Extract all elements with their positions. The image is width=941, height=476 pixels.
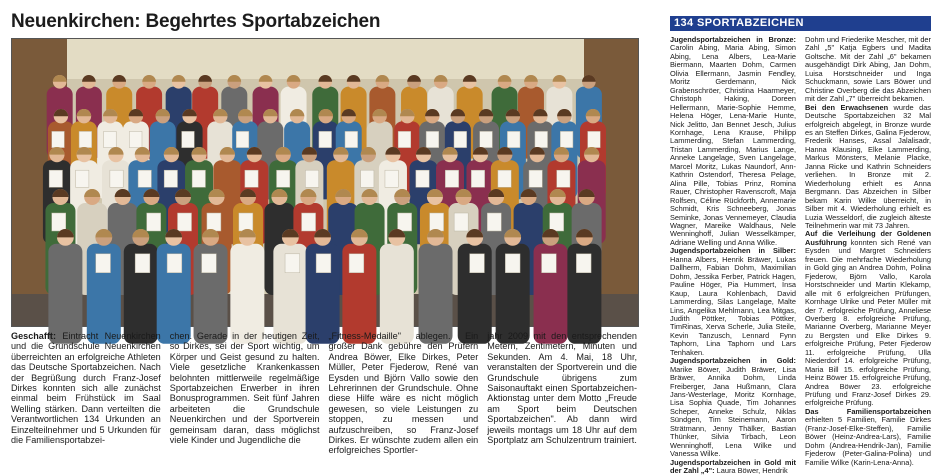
photo-person xyxy=(48,229,82,344)
article-column-3 xyxy=(329,331,479,456)
section-text: Hanna Albers, Henrik Bräwer, Lukas Dallherm, Fabian Dohm, Maximilian Dohm, Jessika Ferber, Patrick Hagen, Pauline Höger, Pia Hummert, Insa Kaup, Laura Kohlenbach, David Lammerding, Silas Langelage, Malte Lins, Angelika Mehlmann, Lea Mitgas, Judith Pöttker, Tobias Pöttker, TimRinas, Xerva Scherle, Julia Steile, Kevin Tanzusch, Lennard Fynn Taphorn, Lina Taphorn und Lars Tenhaken. xyxy=(670,254,796,357)
sidebar-section xyxy=(805,104,931,231)
section-text: konnten sich René van Eysden und Margret Schneiders freuen. Die mehrfache Wiederholung in Gold ging an Andrea Dohm, Polina Fjederow, Björn Vallo, Karola Horstschneider und Martin Klekamp, alle mit 6 erfolgreichen Prüfungen, Kornhage Ulrike und Peter Müller mit der 7. erfolgreiche Prüfung, Anneliese Overberg 8. erfolgreiche Prüfung, Marianne Overberg, Marianne Meyer zu Bergsten und Elke Dirkes 9. erfolgreiche Prüfung, Peter Fjederow 11. erfolgreiche Prüfung, Ulla Niederdorf 14. erfolgreiche Prüfung, Maria Bill 15. erfolgreiche Prüfung, Heinz Böwer 15. erfolgreiche Prüfung, Andrea Böwer 23. erfolgreiche Prüfung und Franz-Josef Dirkes 29. erfolgreiche Prüfung. xyxy=(805,237,931,408)
section-text: wurde das Deutsche Sportabzeichen 32 Mal erfolgreich abgelegt, in Bronze wurde es an Steffen Dirkes, Galina Fjederow, Frederik Hanses, Assal Jalalisadr, Hanna Klausing, Elke Lammerding, Markus Mönsters, Melanie Placke, Janna Ricke und Kathrin Schneiders verliehen. In Bronze mit 2. Wiederholung erhielt es Anna Bergmann. Das Abzeichen in Silber bekam Karin Wilke überreicht, in Silber mit 4. Wiederholung erhielt es Luzia Wesseldorf, die zugleich älteste Teilnehmerin war mit 73 Jahren. xyxy=(805,102,931,230)
photo-person xyxy=(230,229,264,344)
photo-person xyxy=(380,229,414,344)
column-text: jahr 2009 mit den entsprechenden Metern, Zentimetern, Minuten und Sekunden. Am 4. Mai, 18 Uhr, veranstalten der Sportverein und die Grundschule übrigens zum Saisonauftakt einen Sportabzeichen-Aktionstag unter dem Motto „Freude am Sport beim Deutschen Sportabzeichen". Ab dann wird jeweils montags um 18 Uhr auf dem Sportplatz am Schulzentrum trainiert. xyxy=(487,331,637,446)
section-lead: Jugendsportabzeichen in Gold: xyxy=(670,356,796,366)
photo-person xyxy=(306,229,340,344)
photo-person xyxy=(342,229,376,344)
sidebar-section xyxy=(805,230,931,408)
section-lead: Jugendsportabzeichen in Silber: xyxy=(670,246,796,256)
section-lead: Auf die Verleihung der Goldenen Ausführung xyxy=(805,229,931,247)
section-text: Marike Böwer, Judith Bräwer, Lisa Bräwer, Annika Dohm, Linda Freiberger, Jana Hußmann, Clara Jans-Westerlage, Moritz Kornhage, Lisa Sophia Quade, Tim Johannes Scheper, Anneke Schulz, Niklas Sündgen, Tim Steinemann, Aaron Strätmann, Jenny Thälker, Bastian Thünker, Silvia Tirbach, Leon Wenninghoff, Lena Wilke und Vanessa Wilke. xyxy=(670,364,796,459)
photo-person xyxy=(124,229,158,344)
section-lead: Jugendsportabzeichen in Bronze: xyxy=(670,35,796,44)
photo-person xyxy=(534,229,568,344)
photo-person xyxy=(419,229,453,344)
sidebar-column-1 xyxy=(670,35,796,476)
sidebar-section xyxy=(670,247,796,357)
photo-person xyxy=(496,229,530,344)
section-lead: Das Familiensportabzeichen xyxy=(805,406,931,416)
article-headline: Neuenkirchen: Begehrtes Sportabzeichen xyxy=(11,11,381,32)
photo-person xyxy=(273,229,307,344)
photo-person xyxy=(87,229,121,344)
article-column-4 xyxy=(487,331,637,456)
column-lead: Geschafft: xyxy=(11,331,56,341)
section-lead: Jugendsportabzeichen in Gold mit der Zahl „4": xyxy=(670,457,796,476)
column-text: Eintracht Neuenkirchen und die Grundschule Neuenkirchen überreichten an erfolgreiche Athleten das Deutsche Sportabzeichen. Nach der Begrüßung durch Franz-Josef Dirkes konnten sich alle zunächst einmal beim Frühstück im Saal Welling stärken. Dann verteilten die Verantwortlichen 134 Urkunden an Einzelteilnehmer und 5 Urkunden für die Familiensportabzei- xyxy=(11,331,161,446)
section-lead: Bei den Erwachsenen xyxy=(805,102,889,112)
sidebar-box xyxy=(670,35,931,476)
sidebar-section xyxy=(670,357,796,458)
article-body xyxy=(11,331,637,456)
sidebar-section xyxy=(805,36,931,104)
column-text: „Fitness-Medaille" ablegen. Ein großer Dank gebühre den Prüfern Andrea Böwer, Elke Dirkes, Peter Müller, Peter Fjederow, René van Eysden und Björn Vallo sowie den Lehrerinnen der Grundschule. Ohne diese Hilfe wäre es nicht möglich gewesen, so viele Leistungen zu stoppen, zu messen und aufzuschreiben, so Franz-Josef Dirkes. Er wünschte zudem allen ein erfolgreiches Sportler- xyxy=(328,331,479,456)
photo-person xyxy=(194,229,228,344)
sidebar-section xyxy=(670,459,796,476)
photo-person xyxy=(157,229,191,344)
group-photo xyxy=(11,38,639,327)
photo-person xyxy=(458,229,492,344)
sidebar-column-2 xyxy=(805,35,931,467)
article-column-2 xyxy=(170,331,320,456)
section-text: Dohm und Friederike Mescher, mit der Zahl „5" Katja Egbers und Madita Goltsche. Mit der Zahl „6" bekamen ausgehändigt Dirk Abing, Jan Dohm, Luisa Horstschneider und Inga Schuckmann, sowie Lars Böwer und Christine Overberg die das Abzeichen mit der Zahl „7" überreicht bekamen. xyxy=(805,35,931,104)
section-text: Laura Böwer, Hendrik xyxy=(714,466,788,476)
photo-person xyxy=(567,229,601,344)
section-text: erhielten 5 Familien, Familie Dirkes (Franz-Josef-Elke-Steffen), Familie Böwer (Heinz-Andrea-Lars), Familie Dohm (Andrea-Hendrik-Jan), Familie Fjederow (Peter-Galina-Polina) und Familie Wilke (Karin-Lena-Anna). xyxy=(805,415,931,467)
section-text: Carolin Abing, Maria Abing, Simon Abing, Lena Albers, Lea-Marie Biermann, Maarten Dohm, Carmen Olivia Ellermann, Jasmin Fendley, Moritz Gerdemann, Nick Grabenschröer, Christina Haarmeyer, Christoph Haking, Doreen Hellermann, Marie-Sophie Hemme, Helena Höger, Lena-Marie Hunte, Nick Jelitto, Jan Bennet Jesch, Julius Kornhage, Lena Krause, Philipp Lammerding, Stefan Lammerding, Tristan Lammerding, Marius Lange, Anneke Langelage, Sven Langelage, Marcel Moritz, Lukas Naundorf, Ann-Kathrin Ostendorf, Theresa Pelage, Alina Pille, Tobias Prinz, Romina Rauer, Christopher Ravenscroft, Maja Rolfsen, Céline Rückforth, Annemarie Schmidt, Kris Schneeberg, Jonas Seminke, Jonas Vennemeyer, Claudia Wagner, Mareike Waldhaus, Nele Wenninghoff, Julian Wesselkämper, Adriane Welling und Anna Wilke. xyxy=(670,43,796,247)
article-column-1 xyxy=(11,331,161,456)
sidebar-header: 134 SPORTABZEICHEN xyxy=(670,16,931,31)
sidebar-section xyxy=(670,36,796,247)
column-text: chen. Gerade in der heutigen Zeit, so Dirkes, sei der Sport wichtig, um Körper und Geist gesund zu halten. Viele gesetzliche Krankenkassen belohnten mittlerweile regelmäßige Sportabzeichen Erwerber in ihren Bonusprogrammen. Seit fünf Jahren arbeiteten die Grundschule Neuenkirchen und der Sportverein gemeinsam daran, dass möglichst viele Kinder und Jugendliche die xyxy=(169,331,320,446)
sidebar-section xyxy=(805,408,931,467)
